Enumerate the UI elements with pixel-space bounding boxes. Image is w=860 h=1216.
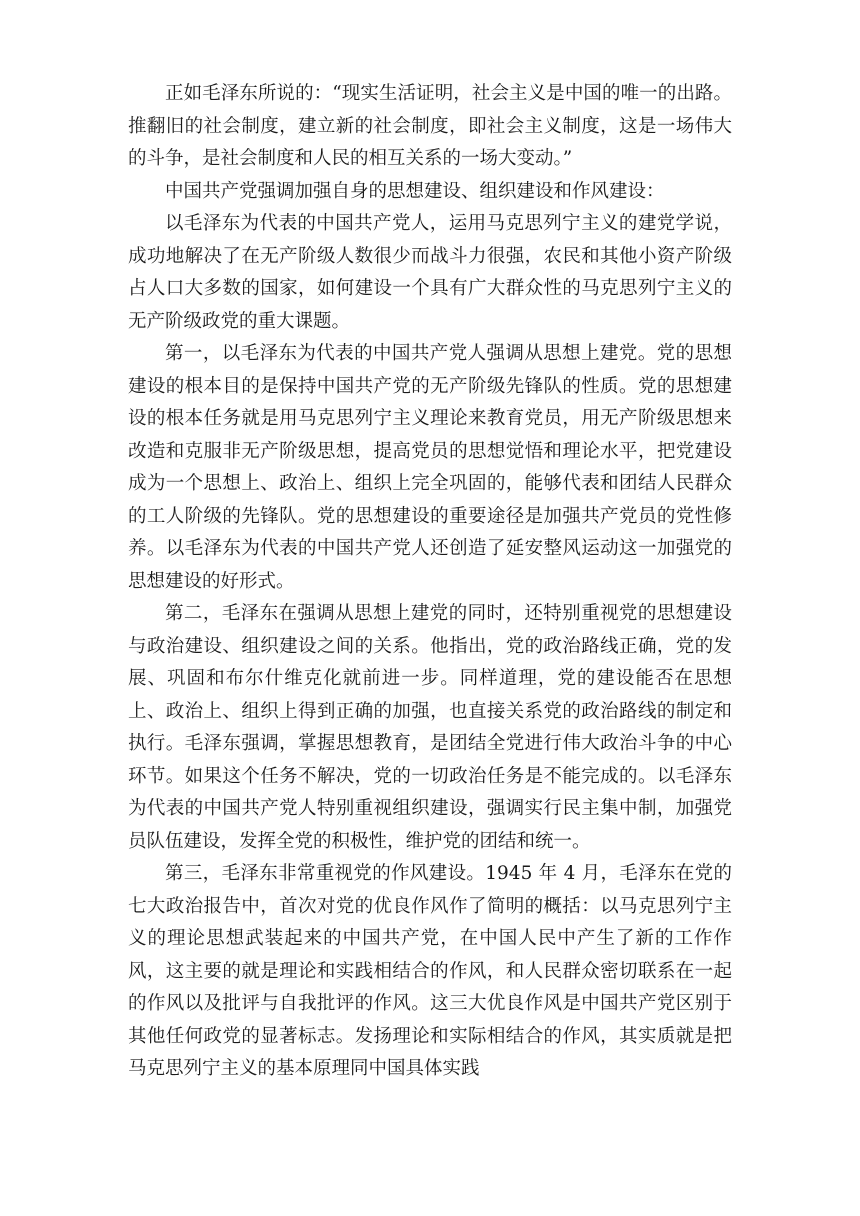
- paragraph-first-ideological: 第一，以毛泽东为代表的中国共产党人强调从思想上建党。党的思想建设的根本目的是保持中国共产党的无产阶级先锋队的性质。党的思想建设的根本任务就是用马克思列宁主义理论来教育党员，用无产阶级思想来改造和克服非无产阶级思想，提高党员的思想觉悟和理论水平，把党建设成为一个思想上、政治上、组织上完全巩固的，能够代表和团结人民群众的工人阶级的先锋队。党的思想建设的重要途径是加强共产党员的党性修养。以毛泽东为代表的中国共产党人还创造了延安整风运动这一加强党的思想建设的好形式。: [128, 343, 732, 592]
- document-body: [128, 78, 732, 1086]
- paragraph-mao-quote: 正如毛泽东所说的：“现实生活证明，社会主义是中国的唯一的出路。推翻旧的社会制度，建立新的社会制度，即社会主义制度，这是一场伟大的斗争，是社会制度和人民的相互关系的一场大变动。”: [128, 83, 732, 169]
- paragraph-party-building-intro: 中国共产党强调加强自身的思想建设、组织建设和作风建设：: [165, 180, 665, 202]
- paragraph-party-building-theory: 以毛泽东为代表的中国共产党人，运用马克思列宁主义的建党学说，成功地解决了在无产阶级人数很少而战斗力很强，农民和其他小资产阶级占人口大多数的国家，如何建设一个具有广大群众性的马克思列宁主义的无产阶级政党的重大课题。: [128, 213, 732, 332]
- paragraph-second-political-organizational: 第二，毛泽东在强调从思想上建党的同时，还特别重视党的思想建设与政治建设、组织建设之间的关系。他指出，党的政治路线正确，党的发展、巩固和布尔什维克化就前进一步。同样道理，党的建设能否在思想上、政治上、组织上得到正确的加强，也直接关系党的政治路线的制定和执行。毛泽东强调，掌握思想教育，是团结全党进行伟大政治斗争的中心环节。如果这个任务不解决，党的一切政治任务是不能完成的。以毛泽东为代表的中国共产党人特别重视组织建设，强调实行民主集中制，加强党员队伍建设，发挥全党的积极性，维护党的团结和统一。: [128, 603, 732, 852]
- paragraph-third-work-style: 第三，毛泽东非常重视党的作风建设。1945 年 4 月，毛泽东在党的七大政治报告中，首次对党的优良作风作了简明的概括：以马克思列宁主义的理论思想武装起来的中国共产党，在中国人民中产生了新的工作作风，这主要的就是理论和实践相结合的作风，和人民群众密切联系在一起的作风以及批评与自我批评的作风。这三大优良作风是中国共产党区别于其他任何政党的显著标志。发扬理论和实际相结合的作风，其实质就是把马克思列宁主义的基本原理同中国具体实践: [128, 863, 732, 1079]
